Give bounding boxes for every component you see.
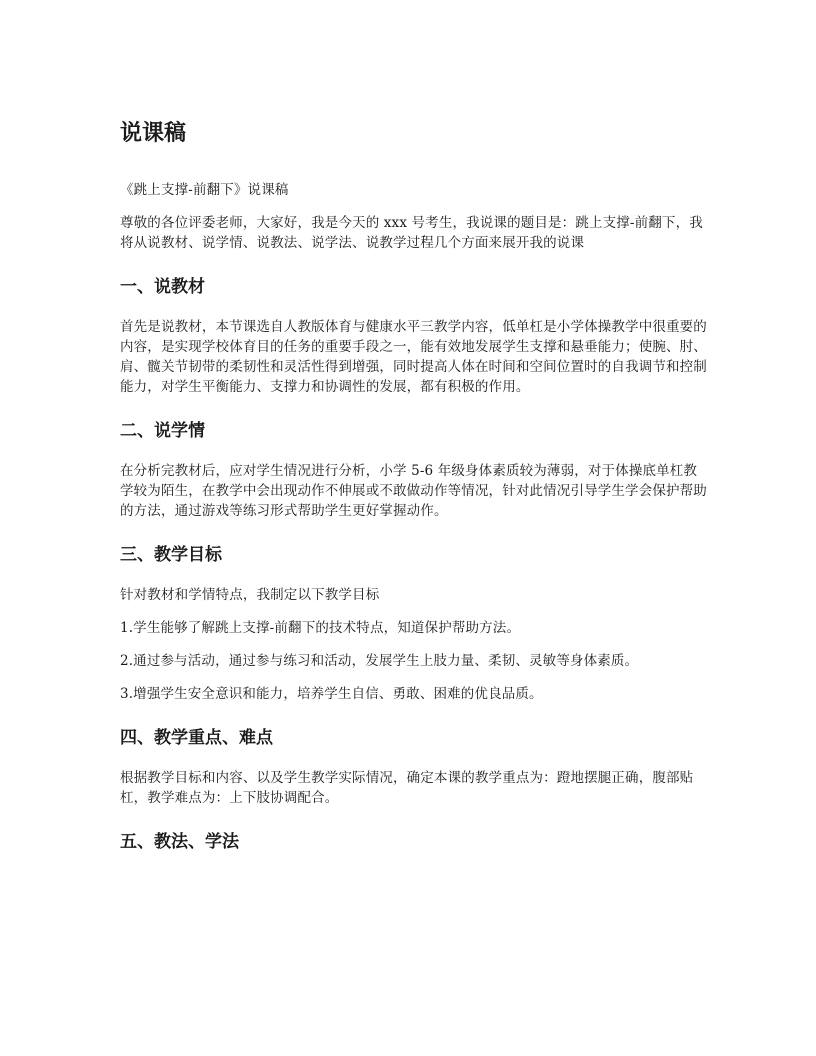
- section-heading-students: 二、说学情: [120, 421, 205, 441]
- document-page: [120, 118, 710, 872]
- document-title: 说课稿: [120, 121, 187, 146]
- section-paragraph: 针对教材和学情特点，我制定以下教学目标: [120, 587, 380, 603]
- section-paragraph: 根据教学目标和内容、以及学生教学实际情况，确定本课的教学重点为：蹬地摆腿正确，腹部贴杠，教学难点为：上下肢协调配合。: [120, 770, 694, 806]
- objective-item: 3.增强学生安全意识和能力，培养学生自信、勇敢、困难的优良品质。: [120, 686, 543, 702]
- section-heading-textbook: 一、说教材: [120, 277, 205, 297]
- section-heading-key-points: 四、教学重点、难点: [120, 728, 273, 748]
- objective-item: 1.学生能够了解跳上支撑-前翻下的技术特点，知道保护帮助方法。: [120, 620, 521, 636]
- intro-paragraph: 尊敬的各位评委老师，大家好，我是今天的 xxx 号考生，我说课的题目是：跳上支撑-前翻下，我将从说教材、说学情、说教法、说学法、说教学过程几个方面来展开我的说课: [120, 215, 703, 251]
- section-heading-objectives: 三、教学目标: [120, 545, 222, 565]
- section-paragraph: 在分析完教材后，应对学生情况进行分析，小学 5-6 年级身体素质较为薄弱，对于体操底单杠教学较为陌生，在教学中会出现动作不伸展或不敢做动作等情况，针对此情况引导学生学会保护帮助的方法，通过游戏等练习形式帮助学生更好掌握动作。: [120, 463, 707, 519]
- document-subtitle: 《跳上支撑-前翻下》说课稿: [120, 182, 289, 198]
- section-paragraph: 首先是说教材，本节课选自人教版体育与健康水平三教学内容，低单杠是小学体操教学中很重要的内容，是实现学校体育目的任务的重要手段之一，能有效地发展学生支撑和悬垂能力；使腕、肘、肩、髋关节韧带的柔韧性和灵活性得到增强，同时提高人体在时间和空间位置时的自我调节和控制能力，对学生平衡能力、支撑力和协调性的发展，都有积极的作用。: [120, 319, 707, 395]
- objective-item: 2.通过参与活动，通过参与练习和活动，发展学生上肢力量、柔韧、灵敏等身体素质。: [120, 653, 639, 669]
- section-heading-methods: 五、教法、学法: [120, 832, 239, 852]
